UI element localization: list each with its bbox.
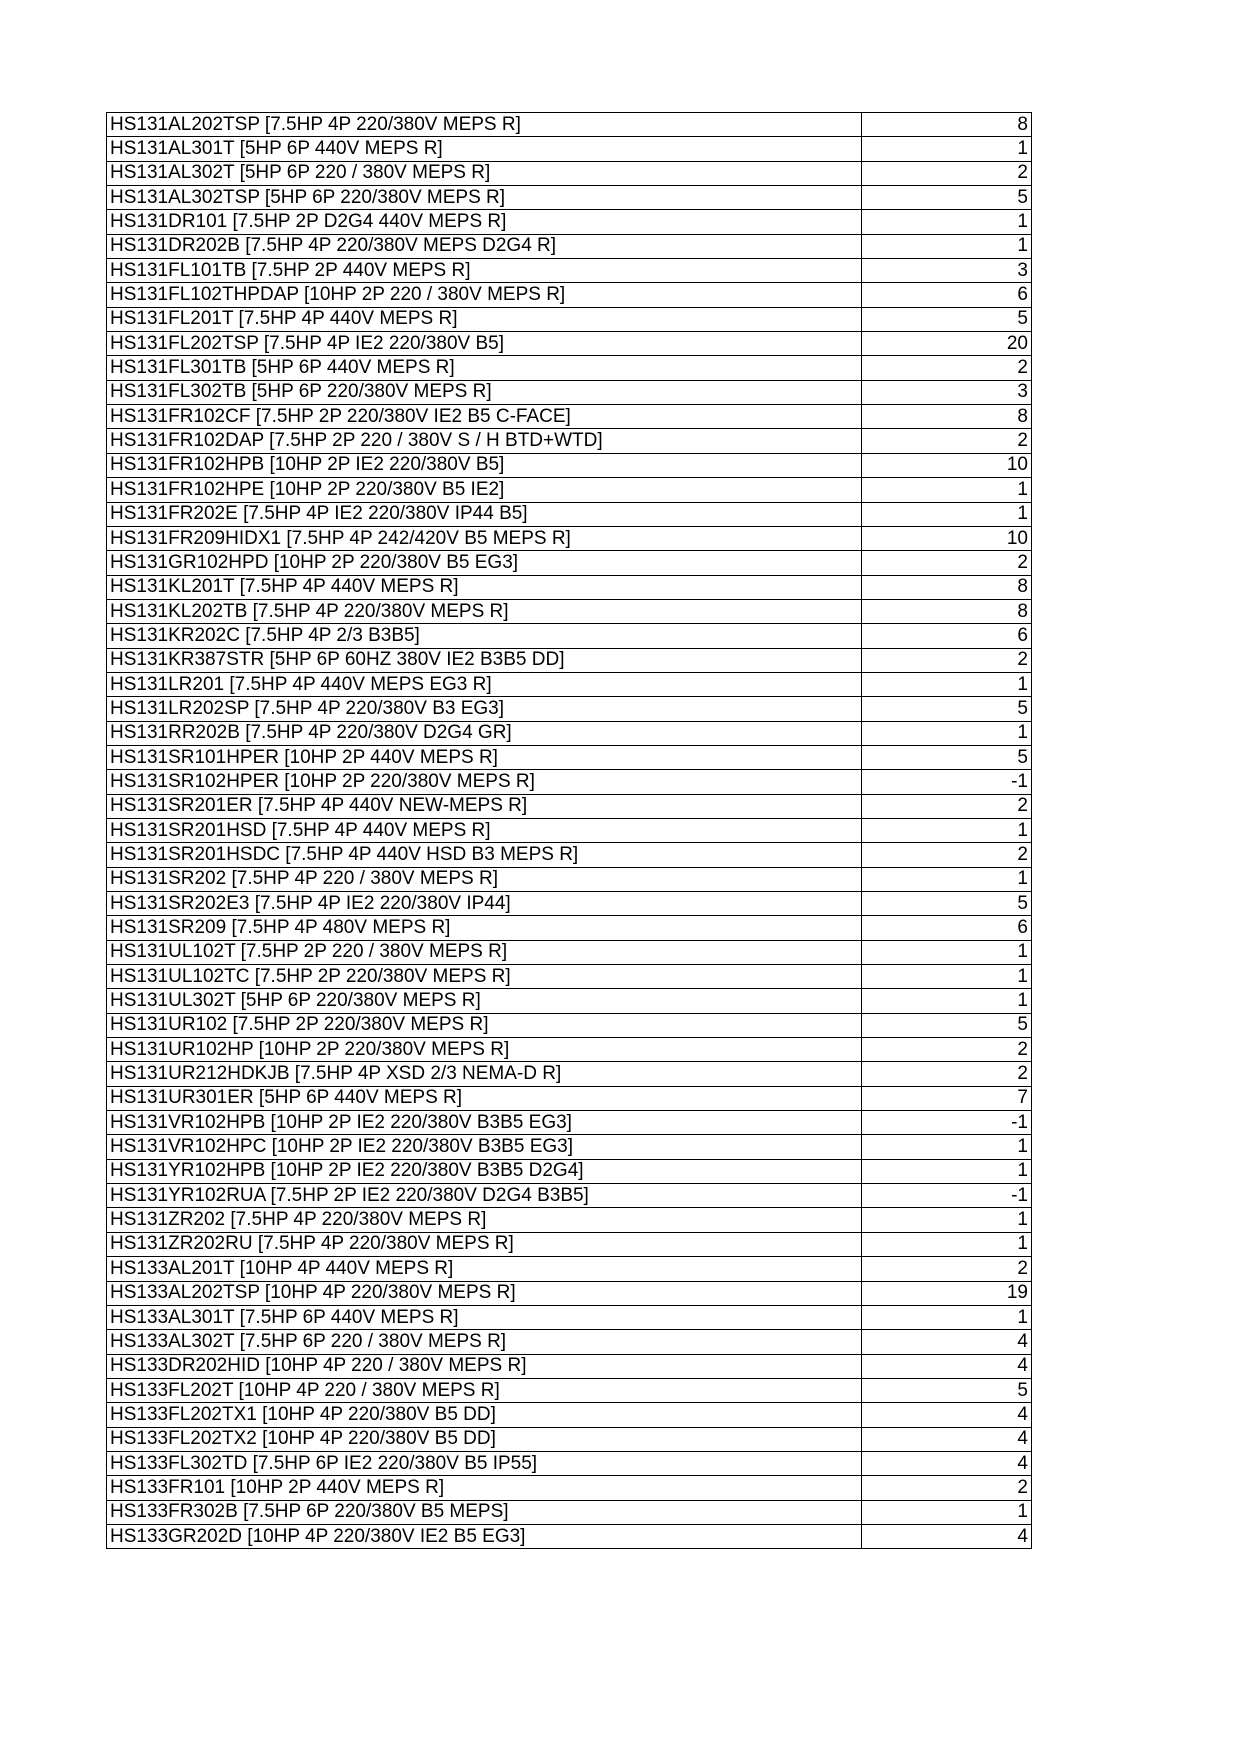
table-row (107, 697, 1032, 721)
item-description-cell: HS131UR102HP [10HP 2P 220/380V MEPS R] (107, 1038, 862, 1062)
item-description-cell: HS133FL202TX1 [10HP 4P 220/380V B5 DD] (107, 1403, 862, 1427)
item-description-cell: HS131FR209HIDX1 [7.5HP 4P 242/420V B5 MEPS R] (107, 526, 862, 550)
item-description-cell: HS133FL202T [10HP 4P 220 / 380V MEPS R] (107, 1378, 862, 1402)
item-description-cell: HS131KR202C [7.5HP 4P 2/3 B3B5] (107, 624, 862, 648)
table-row (107, 551, 1032, 575)
item-description-cell: HS131FL301TB [5HP 6P 440V MEPS R] (107, 356, 862, 380)
quantity-cell: 10 (862, 453, 1032, 477)
quantity-cell: 8 (862, 405, 1032, 429)
item-description-cell: HS131KL201T [7.5HP 4P 440V MEPS R] (107, 575, 862, 599)
quantity-cell: 8 (862, 599, 1032, 623)
table-row (107, 356, 1032, 380)
quantity-cell: 10 (862, 526, 1032, 550)
table-row (107, 1354, 1032, 1378)
table-row (107, 940, 1032, 964)
item-description-cell: HS131FL201T [7.5HP 4P 440V MEPS R] (107, 307, 862, 331)
item-description-cell: HS131DR202B [7.5HP 4P 220/380V MEPS D2G4 R] (107, 234, 862, 258)
table-row (107, 1500, 1032, 1524)
table-row (107, 843, 1032, 867)
quantity-cell: 1 (862, 1500, 1032, 1524)
quantity-cell: -1 (862, 770, 1032, 794)
table-row (107, 453, 1032, 477)
item-description-cell: HS131GR102HPD [10HP 2P 220/380V B5 EG3] (107, 551, 862, 575)
item-description-cell: HS131AL301T [5HP 6P 440V MEPS R] (107, 137, 862, 161)
table-row (107, 332, 1032, 356)
quantity-cell: 1 (862, 818, 1032, 842)
quantity-cell: 5 (862, 186, 1032, 210)
quantity-cell: 8 (862, 575, 1032, 599)
quantity-cell: 1 (862, 672, 1032, 696)
quantity-cell: 5 (862, 697, 1032, 721)
quantity-cell: -1 (862, 1184, 1032, 1208)
quantity-cell: 6 (862, 916, 1032, 940)
item-description-cell: HS133FL302TD [7.5HP 6P IE2 220/380V B5 IP55] (107, 1451, 862, 1475)
table-row (107, 916, 1032, 940)
item-description-cell: HS131UL302T [5HP 6P 220/380V MEPS R] (107, 989, 862, 1013)
item-description-cell: HS131UL102TC [7.5HP 2P 220/380V MEPS R] (107, 965, 862, 989)
item-description-cell: HS131KL202TB [7.5HP 4P 220/380V MEPS R] (107, 599, 862, 623)
item-description-cell: HS131YR102HPB [10HP 2P IE2 220/380V B3B5 D2G4] (107, 1159, 862, 1183)
quantity-cell: 1 (862, 478, 1032, 502)
quantity-cell: 1 (862, 1159, 1032, 1183)
table-row (107, 1086, 1032, 1110)
table-row (107, 1378, 1032, 1402)
quantity-cell: 4 (862, 1403, 1032, 1427)
quantity-cell: 1 (862, 234, 1032, 258)
quantity-cell: 1 (862, 502, 1032, 526)
item-description-cell: HS133AL301T [7.5HP 6P 440V MEPS R] (107, 1305, 862, 1329)
item-description-cell: HS131SR201HSDC [7.5HP 4P 440V HSD B3 MEPS R] (107, 843, 862, 867)
table-row (107, 1184, 1032, 1208)
item-description-cell: HS131AL202TSP [7.5HP 4P 220/380V MEPS R] (107, 113, 862, 137)
table-row (107, 1451, 1032, 1475)
quantity-cell: 1 (862, 1135, 1032, 1159)
table-row (107, 892, 1032, 916)
quantity-cell: 4 (862, 1524, 1032, 1548)
item-description-cell: HS133FL202TX2 [10HP 4P 220/380V B5 DD] (107, 1427, 862, 1451)
table-row (107, 1159, 1032, 1183)
quantity-cell: 4 (862, 1427, 1032, 1451)
quantity-cell: 1 (862, 940, 1032, 964)
quantity-cell: 3 (862, 380, 1032, 404)
item-description-cell: HS131SR202E3 [7.5HP 4P IE2 220/380V IP44] (107, 892, 862, 916)
table-row (107, 283, 1032, 307)
item-description-cell: HS131KR387STR [5HP 6P 60HZ 380V IE2 B3B5 DD] (107, 648, 862, 672)
item-description-cell: HS131FL202TSP [7.5HP 4P IE2 220/380V B5] (107, 332, 862, 356)
item-description-cell: HS131VR102HPC [10HP 2P IE2 220/380V B3B5 EG3] (107, 1135, 862, 1159)
item-description-cell: HS131FL101TB [7.5HP 2P 440V MEPS R] (107, 259, 862, 283)
table-row (107, 1232, 1032, 1256)
quantity-cell: 2 (862, 161, 1032, 185)
quantity-cell: 2 (862, 1038, 1032, 1062)
table-row (107, 380, 1032, 404)
quantity-cell: 2 (862, 551, 1032, 575)
table-row (107, 599, 1032, 623)
item-description-cell: HS131SR209 [7.5HP 4P 480V MEPS R] (107, 916, 862, 940)
item-description-cell: HS131ZR202 [7.5HP 4P 220/380V MEPS R] (107, 1208, 862, 1232)
table-row (107, 1524, 1032, 1548)
inventory-table-body (107, 113, 1032, 1549)
quantity-cell: 1 (862, 137, 1032, 161)
table-row (107, 210, 1032, 234)
quantity-cell: 1 (862, 210, 1032, 234)
table-row (107, 502, 1032, 526)
item-description-cell: HS131SR102HPER [10HP 2P 220/380V MEPS R] (107, 770, 862, 794)
item-description-cell: HS131RR202B [7.5HP 4P 220/380V D2G4 GR] (107, 721, 862, 745)
table-row (107, 1476, 1032, 1500)
quantity-cell: 5 (862, 307, 1032, 331)
table-row (107, 648, 1032, 672)
item-description-cell: HS131UR212HDKJB [7.5HP 4P XSD 2/3 NEMA-D R] (107, 1062, 862, 1086)
item-description-cell: HS131UR102 [7.5HP 2P 220/380V MEPS R] (107, 1013, 862, 1037)
quantity-cell: 1 (862, 721, 1032, 745)
quantity-cell: 2 (862, 1476, 1032, 1500)
table-row (107, 575, 1032, 599)
quantity-cell: 1 (862, 1232, 1032, 1256)
table-row (107, 721, 1032, 745)
table-row (107, 429, 1032, 453)
item-description-cell: HS131UL102T [7.5HP 2P 220 / 380V MEPS R] (107, 940, 862, 964)
table-row (107, 1062, 1032, 1086)
table-row (107, 1257, 1032, 1281)
quantity-cell: 8 (862, 113, 1032, 137)
quantity-cell: 20 (862, 332, 1032, 356)
item-description-cell: HS131FL302TB [5HP 6P 220/380V MEPS R] (107, 380, 862, 404)
quantity-cell: 1 (862, 1305, 1032, 1329)
item-description-cell: HS133AL201T [10HP 4P 440V MEPS R] (107, 1257, 862, 1281)
table-row (107, 1305, 1032, 1329)
table-row (107, 1111, 1032, 1135)
item-description-cell: HS131FR102CF [7.5HP 2P 220/380V IE2 B5 C-FACE] (107, 405, 862, 429)
quantity-cell: 2 (862, 356, 1032, 380)
table-row (107, 307, 1032, 331)
quantity-cell: 5 (862, 745, 1032, 769)
quantity-cell: 2 (862, 794, 1032, 818)
table-row (107, 989, 1032, 1013)
quantity-cell: 2 (862, 843, 1032, 867)
quantity-cell: 2 (862, 1062, 1032, 1086)
table-row (107, 1208, 1032, 1232)
item-description-cell: HS131FR202E [7.5HP 4P IE2 220/380V IP44 B5] (107, 502, 862, 526)
table-row (107, 234, 1032, 258)
item-description-cell: HS131AL302T [5HP 6P 220 / 380V MEPS R] (107, 161, 862, 185)
item-description-cell: HS131SR202 [7.5HP 4P 220 / 380V MEPS R] (107, 867, 862, 891)
table-row (107, 405, 1032, 429)
inventory-table (106, 112, 1032, 1549)
item-description-cell: HS131VR102HPB [10HP 2P IE2 220/380V B3B5 EG3] (107, 1111, 862, 1135)
item-description-cell: HS131LR201 [7.5HP 4P 440V MEPS EG3 R] (107, 672, 862, 696)
quantity-cell: 1 (862, 1208, 1032, 1232)
item-description-cell: HS133FR302B [7.5HP 6P 220/380V B5 MEPS] (107, 1500, 862, 1524)
item-description-cell: HS131FR102HPB [10HP 2P IE2 220/380V B5] (107, 453, 862, 477)
item-description-cell: HS131SR201ER [7.5HP 4P 440V NEW-MEPS R] (107, 794, 862, 818)
table-row (107, 1281, 1032, 1305)
item-description-cell: HS131DR101 [7.5HP 2P D2G4 440V MEPS R] (107, 210, 862, 234)
table-row (107, 867, 1032, 891)
table-row (107, 672, 1032, 696)
quantity-cell: 1 (862, 989, 1032, 1013)
item-description-cell: HS131LR202SP [7.5HP 4P 220/380V B3 EG3] (107, 697, 862, 721)
quantity-cell: 6 (862, 283, 1032, 307)
item-description-cell: HS131FL102THPDAP [10HP 2P 220 / 380V MEPS R] (107, 283, 862, 307)
quantity-cell: 6 (862, 624, 1032, 648)
quantity-cell: 1 (862, 867, 1032, 891)
quantity-cell: 5 (862, 1013, 1032, 1037)
table-row (107, 965, 1032, 989)
item-description-cell: HS131YR102RUA [7.5HP 2P IE2 220/380V D2G4 B3B5] (107, 1184, 862, 1208)
item-description-cell: HS133GR202D [10HP 4P 220/380V IE2 B5 EG3] (107, 1524, 862, 1548)
table-row (107, 624, 1032, 648)
quantity-cell: 5 (862, 1378, 1032, 1402)
table-row (107, 1330, 1032, 1354)
item-description-cell: HS131SR101HPER [10HP 2P 440V MEPS R] (107, 745, 862, 769)
item-description-cell: HS133FR101 [10HP 2P 440V MEPS R] (107, 1476, 862, 1500)
quantity-cell: 2 (862, 429, 1032, 453)
table-row (107, 1038, 1032, 1062)
item-description-cell: HS131FR102DAP [7.5HP 2P 220 / 380V S / H BTD+WTD] (107, 429, 862, 453)
item-description-cell: HS131ZR202RU [7.5HP 4P 220/380V MEPS R] (107, 1232, 862, 1256)
table-row (107, 161, 1032, 185)
table-row (107, 818, 1032, 842)
quantity-cell: -1 (862, 1111, 1032, 1135)
table-row (107, 745, 1032, 769)
item-description-cell: HS131AL302TSP [5HP 6P 220/380V MEPS R] (107, 186, 862, 210)
quantity-cell: 4 (862, 1330, 1032, 1354)
item-description-cell: HS133DR202HID [10HP 4P 220 / 380V MEPS R] (107, 1354, 862, 1378)
table-row (107, 794, 1032, 818)
table-row (107, 113, 1032, 137)
quantity-cell: 4 (862, 1354, 1032, 1378)
table-row (107, 770, 1032, 794)
table-row (107, 186, 1032, 210)
table-row (107, 1403, 1032, 1427)
item-description-cell: HS131UR301ER [5HP 6P 440V MEPS R] (107, 1086, 862, 1110)
item-description-cell: HS133AL302T [7.5HP 6P 220 / 380V MEPS R] (107, 1330, 862, 1354)
item-description-cell: HS131SR201HSD [7.5HP 4P 440V MEPS R] (107, 818, 862, 842)
quantity-cell: 1 (862, 965, 1032, 989)
table-row (107, 1135, 1032, 1159)
quantity-cell: 7 (862, 1086, 1032, 1110)
table-row (107, 1427, 1032, 1451)
quantity-cell: 2 (862, 1257, 1032, 1281)
table-row (107, 478, 1032, 502)
quantity-cell: 5 (862, 892, 1032, 916)
table-row (107, 526, 1032, 550)
table-row (107, 137, 1032, 161)
quantity-cell: 19 (862, 1281, 1032, 1305)
item-description-cell: HS131FR102HPE [10HP 2P 220/380V B5 IE2] (107, 478, 862, 502)
item-description-cell: HS133AL202TSP [10HP 4P 220/380V MEPS R] (107, 1281, 862, 1305)
table-row (107, 259, 1032, 283)
table-row (107, 1013, 1032, 1037)
quantity-cell: 4 (862, 1451, 1032, 1475)
quantity-cell: 2 (862, 648, 1032, 672)
quantity-cell: 3 (862, 259, 1032, 283)
